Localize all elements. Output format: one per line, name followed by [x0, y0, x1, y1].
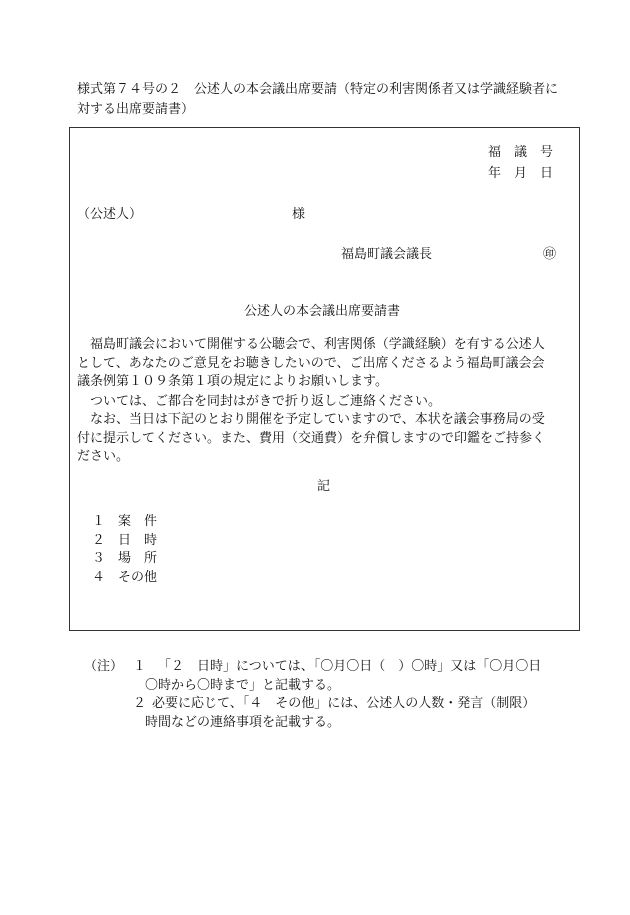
addressee-label: （公述人）	[77, 207, 143, 222]
addressee-honorific: 様	[292, 207, 306, 222]
note-1-line-1: 「２ 日時」については、「〇月〇日（ ）〇時」又は「〇月〇日	[158, 659, 542, 674]
item-number: ４	[92, 570, 106, 585]
reference-date: 年 月 日	[488, 166, 554, 181]
note-2-number: ２	[133, 696, 147, 711]
item-label: 日 時	[118, 533, 158, 548]
notes-prefix: （注）	[84, 659, 124, 674]
body-paragraph-1: 福島町議会において開催する公聴会で、利害関係（学識経験）を有する公述人として、あなたのご意見をお聴きしたいので、ご出席くださるよう福島町議会会議条例第１０９条第１項の規定によりお願いします。	[77, 337, 545, 389]
item-number: ２	[92, 533, 106, 548]
ki-heading: 記	[317, 479, 331, 494]
body-paragraph-3: なお、当日は下記のとおり開催を予定していますので、本状を議会事務局の受付に提示してください。また、費用（交通費）を弁償しますので印鑑をご持参ください。	[77, 412, 546, 464]
note-2-line-2: 時間などの連絡事項を記載する。	[145, 715, 341, 730]
item-label: 場 所	[118, 551, 158, 566]
note-1-number: １	[133, 659, 147, 674]
sender-name: 福島町議会議長	[341, 247, 433, 262]
note-2-line-1: 必要に応じて、「４ その他」には、公述人の人数・発言（制限）	[152, 696, 536, 711]
seal-mark: ㊞	[543, 247, 557, 262]
document-title: 公述人の本会議出席要請書	[244, 304, 401, 319]
form-heading: 様式第７４号の２ 公述人の本会議出席要請（特定の利害関係者又は学識経験者に対する出席要請書）	[77, 82, 559, 117]
reference-number: 福 議 号	[488, 145, 554, 160]
item-label: 案 件	[118, 514, 158, 529]
note-1-line-2: 〇時から〇時まで」と記載する。	[145, 678, 341, 693]
item-label: その他	[118, 570, 158, 585]
body-paragraph-2: ついては、ご都合を同封はがきで折り返しご連絡ください。	[77, 394, 442, 409]
item-number: １	[92, 514, 106, 529]
item-number: ３	[92, 551, 106, 566]
